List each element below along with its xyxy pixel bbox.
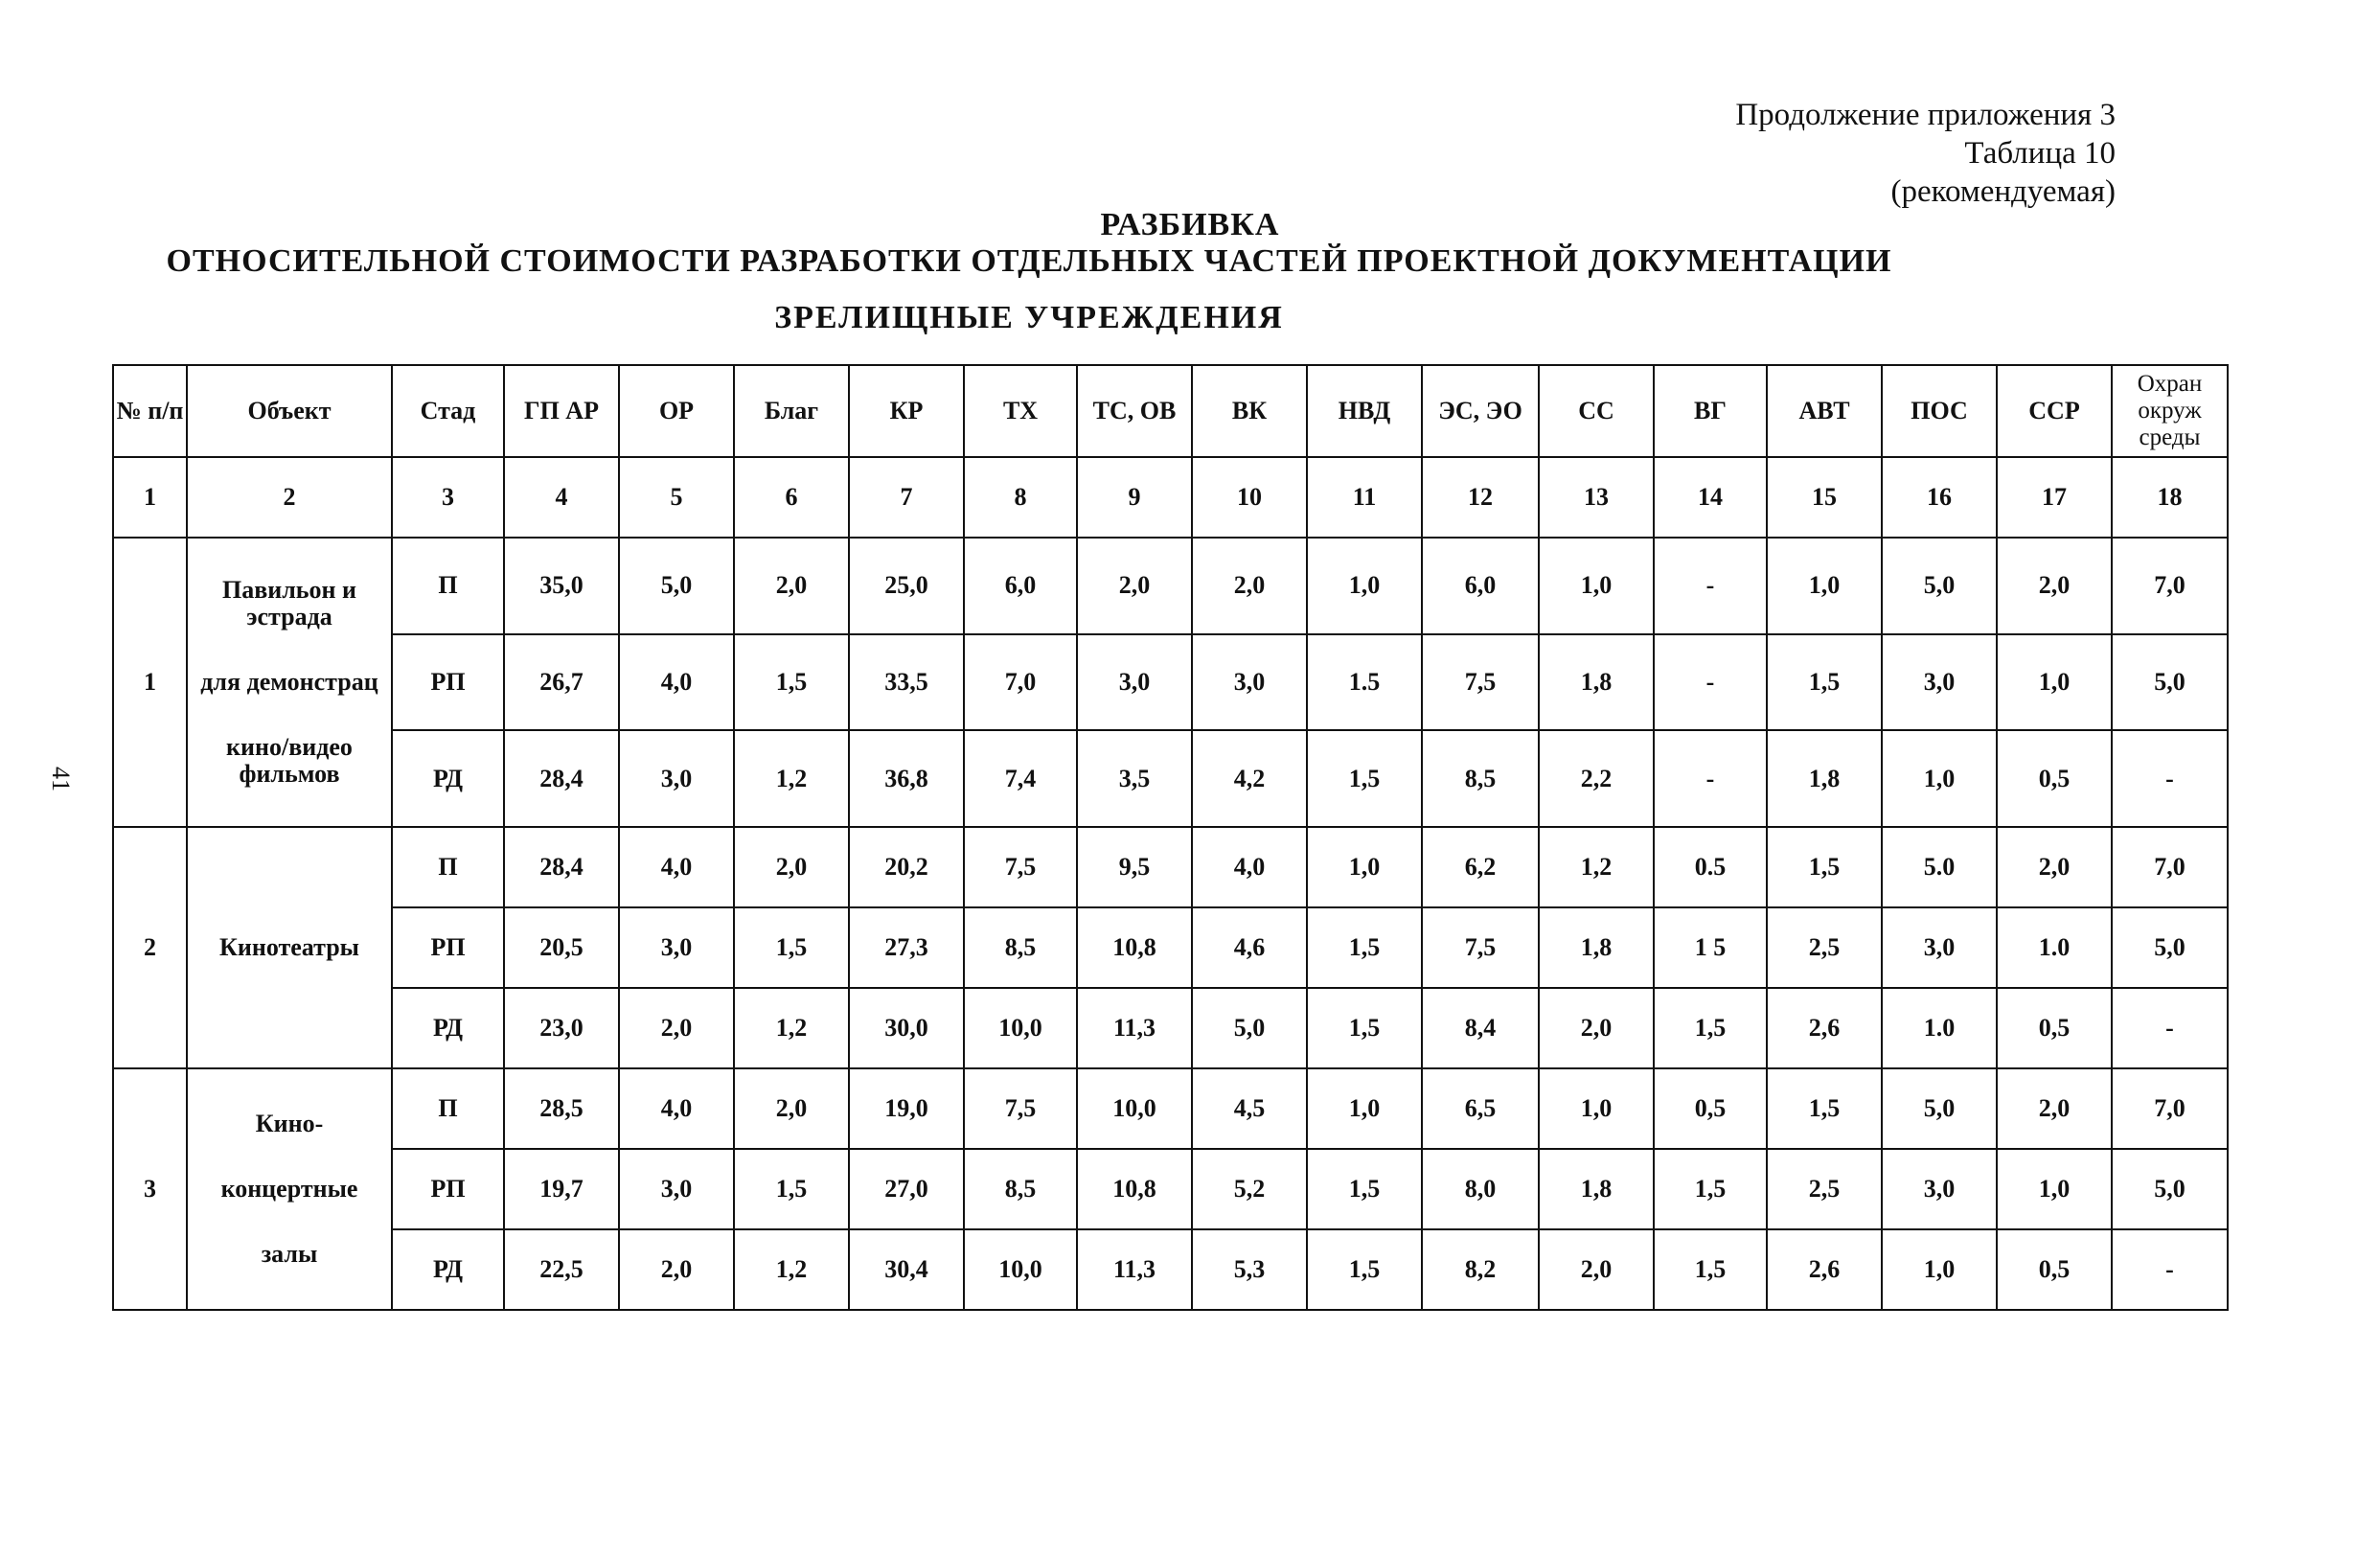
continuation-label: Продолжение приложения 3	[1735, 98, 2116, 132]
row-number: 2	[113, 827, 187, 1068]
value-cell: 4,5	[1192, 1068, 1307, 1149]
value-cell: 10,0	[964, 988, 1077, 1068]
value-cell: 1,2	[734, 1229, 849, 1310]
column-number: 18	[2112, 457, 2228, 538]
column-header: ССР	[1997, 365, 2112, 457]
stage-cell: РД	[392, 1229, 504, 1310]
column-header: ВК	[1192, 365, 1307, 457]
value-cell: 3,0	[1882, 1149, 1997, 1229]
stage-cell: П	[392, 827, 504, 907]
value-cell: 3,0	[619, 730, 734, 827]
value-cell: 1.5	[1307, 634, 1422, 731]
object-name	[187, 538, 392, 827]
stage-cell: РП	[392, 1149, 504, 1229]
value-cell: 1,5	[1654, 988, 1767, 1068]
value-cell: 0,5	[1997, 730, 2112, 827]
value-cell: 23,0	[504, 988, 619, 1068]
value-cell: 2,0	[734, 538, 849, 634]
page-number: 41	[47, 767, 75, 791]
value-cell: 8,0	[1422, 1149, 1539, 1229]
value-cell: 1,8	[1539, 634, 1654, 731]
column-number: 12	[1422, 457, 1539, 538]
value-cell: 8,2	[1422, 1229, 1539, 1310]
value-cell: 20,5	[504, 907, 619, 988]
value-cell: 7,4	[964, 730, 1077, 827]
stage-cell: П	[392, 1068, 504, 1149]
table-row	[113, 988, 2228, 1068]
value-cell: 30,4	[849, 1229, 964, 1310]
value-cell: 1,5	[734, 634, 849, 731]
column-number: 10	[1192, 457, 1307, 538]
value-cell: 7,5	[1422, 907, 1539, 988]
value-cell: 3,0	[1077, 634, 1192, 731]
value-cell: 33,5	[849, 634, 964, 731]
column-header: СС	[1539, 365, 1654, 457]
object-name-line: залы	[261, 1240, 318, 1268]
value-cell: 4,0	[619, 1068, 734, 1149]
value-cell: 1,0	[1997, 634, 2112, 731]
value-cell: 5,0	[2112, 634, 2228, 731]
title-line-2: ОТНОСИТЕЛЬНОЙ СТОИМОСТИ РАЗРАБОТКИ ОТДЕЛЬНЫХ ЧАСТЕЙ ПРОЕКТНОЙ ДОКУМЕНТАЦИИ	[166, 243, 1892, 279]
column-header: ПОС	[1882, 365, 1997, 457]
value-cell: 2,0	[734, 827, 849, 907]
object-name-line: Павильон и эстрада	[221, 576, 357, 630]
value-cell: 3,0	[1882, 634, 1997, 731]
value-cell: 28,4	[504, 827, 619, 907]
column-header: АВТ	[1767, 365, 1882, 457]
column-header: ОР	[619, 365, 734, 457]
row-number: 3	[113, 1068, 187, 1310]
value-cell: 20,2	[849, 827, 964, 907]
column-header: ГП АР	[504, 365, 619, 457]
value-cell: 5,0	[2112, 1149, 2228, 1229]
value-cell: 1,8	[1539, 907, 1654, 988]
value-cell: 1,5	[1307, 730, 1422, 827]
value-cell: 10,8	[1077, 1149, 1192, 1229]
value-cell: 5,0	[1192, 988, 1307, 1068]
column-header: Объект	[187, 365, 392, 457]
value-cell: 5,3	[1192, 1229, 1307, 1310]
recommended-label: (рекомендуемая)	[1890, 174, 2116, 209]
column-header: ВГ	[1654, 365, 1767, 457]
column-number: 4	[504, 457, 619, 538]
value-cell: 1,0	[1882, 730, 1997, 827]
value-cell: 1,0	[1307, 1068, 1422, 1149]
value-cell: -	[1654, 730, 1767, 827]
value-cell: 2,0	[1192, 538, 1307, 634]
column-header: № п/п	[113, 365, 187, 457]
column-number-row	[113, 457, 2228, 538]
header-row	[113, 365, 2228, 457]
column-number: 15	[1767, 457, 1882, 538]
stage-cell: РД	[392, 988, 504, 1068]
object-name-line: Кинотеатры	[219, 933, 359, 961]
stage-cell: РД	[392, 730, 504, 827]
value-cell: 7,0	[2112, 827, 2228, 907]
value-cell: 1,5	[1767, 1068, 1882, 1149]
value-cell: 3,0	[619, 1149, 734, 1229]
table-row	[113, 1149, 2228, 1229]
value-cell: 6,0	[1422, 538, 1539, 634]
object-name-line: Кино-	[255, 1110, 324, 1137]
column-header: Благ	[734, 365, 849, 457]
stage-cell: РП	[392, 907, 504, 988]
value-cell: 4,0	[619, 827, 734, 907]
column-number: 3	[392, 457, 504, 538]
column-number: 13	[1539, 457, 1654, 538]
title-line-3: ЗРЕЛИЩНЫЕ УЧРЕЖДЕНИЯ	[774, 300, 1284, 335]
object-name-line: для демонстрац	[200, 668, 378, 696]
column-number: 17	[1997, 457, 2112, 538]
value-cell: 5,0	[1882, 538, 1997, 634]
column-number: 14	[1654, 457, 1767, 538]
column-number: 1	[113, 457, 187, 538]
value-cell: 11,3	[1077, 1229, 1192, 1310]
value-cell: 1,5	[1767, 634, 1882, 731]
value-cell: -	[2112, 988, 2228, 1068]
value-cell: 27,0	[849, 1149, 964, 1229]
table-row	[113, 827, 2228, 907]
header-block	[1735, 96, 2116, 211]
value-cell: 0,5	[1997, 1229, 2112, 1310]
value-cell: 1,5	[1307, 1149, 1422, 1229]
value-cell: 1,5	[1767, 827, 1882, 907]
value-cell: 2,6	[1767, 1229, 1882, 1310]
value-cell: 1 5	[1654, 907, 1767, 988]
object-name	[187, 827, 392, 1068]
value-cell: 7,0	[2112, 1068, 2228, 1149]
value-cell: 30,0	[849, 988, 964, 1068]
value-cell: 2,6	[1767, 988, 1882, 1068]
value-cell: 10,0	[1077, 1068, 1192, 1149]
value-cell: 1,0	[1539, 538, 1654, 634]
value-cell: 2,5	[1767, 1149, 1882, 1229]
value-cell: 11,3	[1077, 988, 1192, 1068]
value-cell: 1,5	[1307, 988, 1422, 1068]
value-cell: 19,7	[504, 1149, 619, 1229]
value-cell: 1,0	[1767, 538, 1882, 634]
column-number: 16	[1882, 457, 1997, 538]
value-cell: 22,5	[504, 1229, 619, 1310]
title-line-1: РАЗБИВКА	[1100, 207, 1280, 242]
cost-breakdown-table	[112, 364, 2229, 1311]
value-cell: 10,0	[964, 1229, 1077, 1310]
column-number: 8	[964, 457, 1077, 538]
value-cell: 2,0	[1997, 538, 2112, 634]
table-row	[113, 730, 2228, 827]
value-cell: 8,5	[1422, 730, 1539, 827]
value-cell: 2,0	[1077, 538, 1192, 634]
column-header: ТС, ОВ	[1077, 365, 1192, 457]
value-cell: 3,5	[1077, 730, 1192, 827]
value-cell: 2,0	[734, 1068, 849, 1149]
value-cell: -	[1654, 634, 1767, 731]
value-cell: 1,5	[1307, 1229, 1422, 1310]
value-cell: 1,2	[734, 988, 849, 1068]
value-cell: 1,5	[1654, 1149, 1767, 1229]
value-cell: 1,5	[734, 1149, 849, 1229]
value-cell: 1,0	[1539, 1068, 1654, 1149]
value-cell: 4,0	[1192, 827, 1307, 907]
table-row	[113, 1068, 2228, 1149]
value-cell: 4,2	[1192, 730, 1307, 827]
value-cell: 3,0	[619, 907, 734, 988]
value-cell: 4,6	[1192, 907, 1307, 988]
value-cell: 2,0	[1539, 988, 1654, 1068]
column-number: 5	[619, 457, 734, 538]
value-cell: -	[2112, 1229, 2228, 1310]
value-cell: 6,0	[964, 538, 1077, 634]
value-cell: 8,4	[1422, 988, 1539, 1068]
value-cell: 2,0	[1997, 827, 2112, 907]
value-cell: 1,0	[1882, 1229, 1997, 1310]
value-cell: 7,5	[964, 827, 1077, 907]
value-cell: 7,5	[964, 1068, 1077, 1149]
table-row	[113, 1229, 2228, 1310]
value-cell: 0,5	[1654, 1068, 1767, 1149]
value-cell: 1,5	[734, 907, 849, 988]
value-cell: 1,0	[1307, 538, 1422, 634]
value-cell: 4,0	[619, 634, 734, 731]
value-cell: 2,0	[1539, 1229, 1654, 1310]
value-cell: 3,0	[1192, 634, 1307, 731]
value-cell: 1,2	[734, 730, 849, 827]
value-cell: 35,0	[504, 538, 619, 634]
value-cell: 1.0	[1882, 988, 1997, 1068]
value-cell: 1,0	[1307, 827, 1422, 907]
column-number: 2	[187, 457, 392, 538]
value-cell: 2,0	[619, 1229, 734, 1310]
value-cell: 2,2	[1539, 730, 1654, 827]
object-name-line: кино/видео фильмов	[226, 733, 353, 788]
value-cell: 7,0	[2112, 538, 2228, 634]
object-name	[187, 1068, 392, 1310]
table-row	[113, 907, 2228, 988]
column-header: Охран окруж среды	[2112, 365, 2228, 457]
object-name-line: концертные	[220, 1175, 358, 1203]
value-cell: 2,0	[1997, 1068, 2112, 1149]
value-cell: 8,5	[964, 907, 1077, 988]
value-cell: 1,2	[1539, 827, 1654, 907]
value-cell: -	[2112, 730, 2228, 827]
value-cell: 0.5	[1654, 827, 1767, 907]
value-cell: 1.0	[1997, 907, 2112, 988]
value-cell: 25,0	[849, 538, 964, 634]
stage-cell: П	[392, 538, 504, 634]
column-number: 9	[1077, 457, 1192, 538]
value-cell: 10,8	[1077, 907, 1192, 988]
stage-cell: РП	[392, 634, 504, 731]
value-cell: 27,3	[849, 907, 964, 988]
table-row	[113, 538, 2228, 634]
value-cell: 7,0	[964, 634, 1077, 731]
value-cell: 1,0	[1997, 1149, 2112, 1229]
value-cell: 8,5	[964, 1149, 1077, 1229]
column-header: Стад	[392, 365, 504, 457]
value-cell: -	[1654, 538, 1767, 634]
value-cell: 1,5	[1654, 1229, 1767, 1310]
value-cell: 28,5	[504, 1068, 619, 1149]
value-cell: 5.0	[1882, 827, 1997, 907]
value-cell: 1,8	[1539, 1149, 1654, 1229]
value-cell: 2,5	[1767, 907, 1882, 988]
column-header: ТХ	[964, 365, 1077, 457]
value-cell: 5,0	[1882, 1068, 1997, 1149]
table-label: Таблица 10	[1964, 136, 2116, 171]
value-cell: 5,2	[1192, 1149, 1307, 1229]
row-number: 1	[113, 538, 187, 827]
value-cell: 26,7	[504, 634, 619, 731]
column-number: 11	[1307, 457, 1422, 538]
column-number: 6	[734, 457, 849, 538]
value-cell: 5,0	[2112, 907, 2228, 988]
value-cell: 19,0	[849, 1068, 964, 1149]
value-cell: 36,8	[849, 730, 964, 827]
value-cell: 3,0	[1882, 907, 1997, 988]
value-cell: 2,0	[619, 988, 734, 1068]
value-cell: 6,5	[1422, 1068, 1539, 1149]
value-cell: 9,5	[1077, 827, 1192, 907]
value-cell: 0,5	[1997, 988, 2112, 1068]
table-row	[113, 634, 2228, 731]
column-header: ЭС, ЭО	[1422, 365, 1539, 457]
value-cell: 28,4	[504, 730, 619, 827]
value-cell: 5,0	[619, 538, 734, 634]
column-header: КР	[849, 365, 964, 457]
value-cell: 6,2	[1422, 827, 1539, 907]
value-cell: 1,8	[1767, 730, 1882, 827]
value-cell: 1,5	[1307, 907, 1422, 988]
column-header: НВД	[1307, 365, 1422, 457]
value-cell: 7,5	[1422, 634, 1539, 731]
column-number: 7	[849, 457, 964, 538]
